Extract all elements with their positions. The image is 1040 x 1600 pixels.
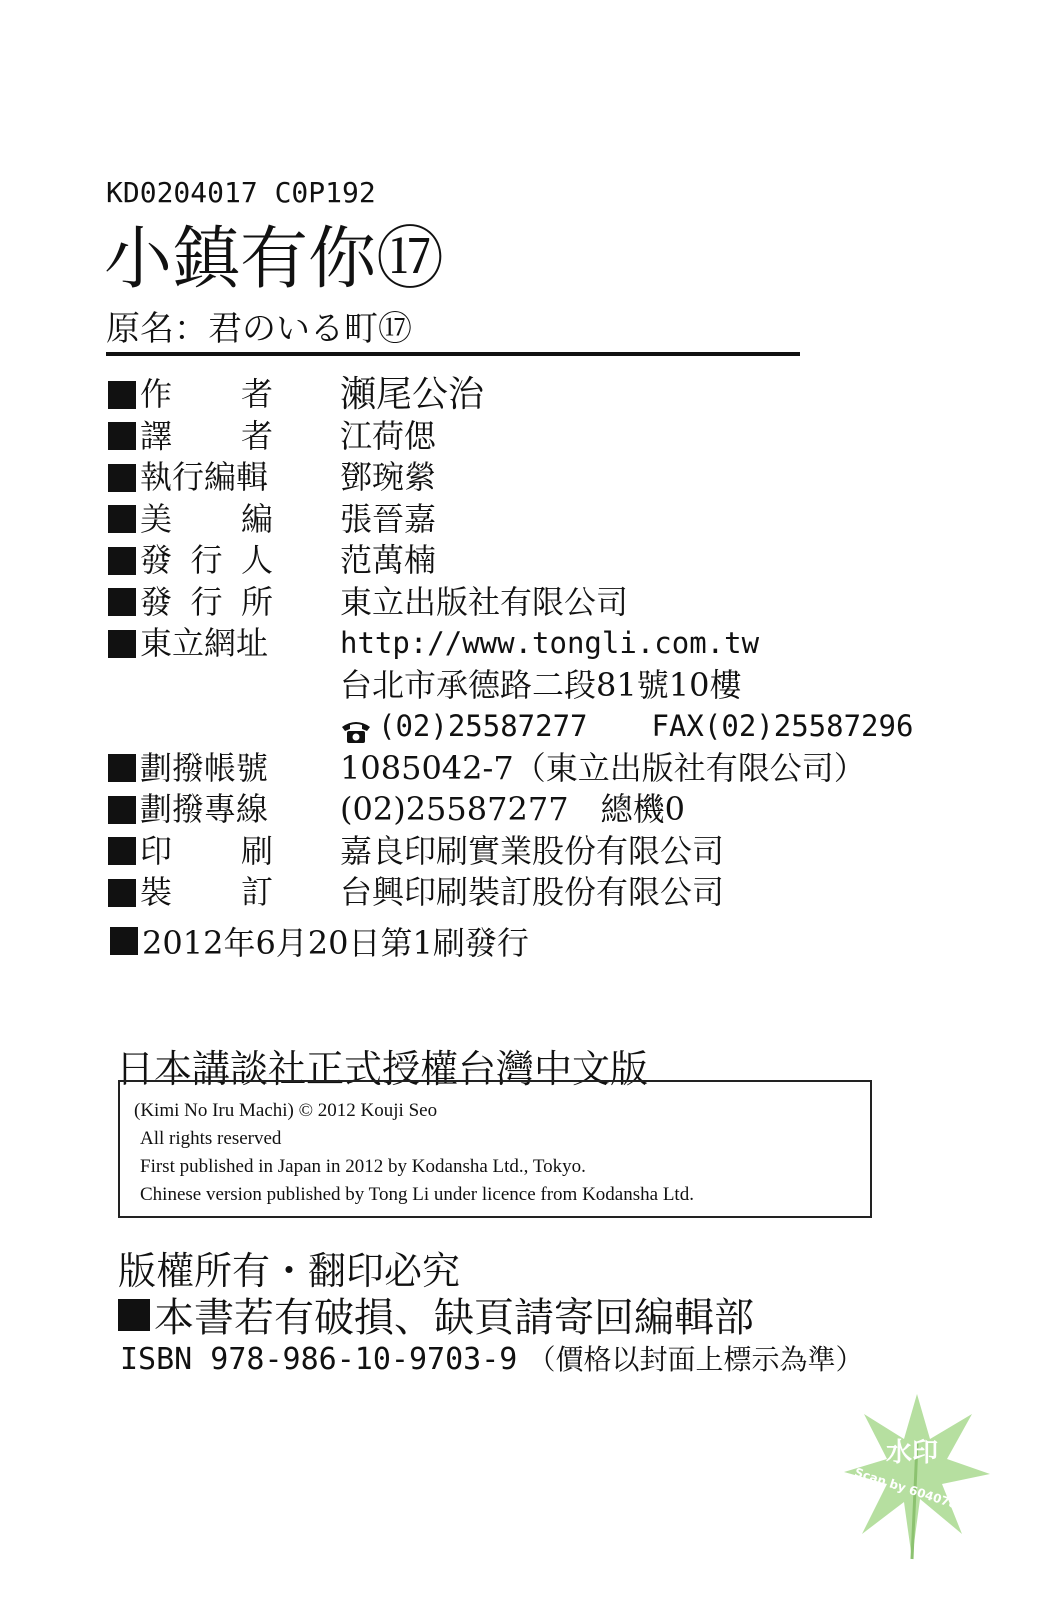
square-bullet-icon [108,422,136,450]
product-code: KD0204017 C0P192 [106,176,376,209]
damage-notice: 本書若有破損、缺頁請寄回編輯部 [118,1286,754,1343]
credit-label-part: 執行編輯 [140,458,269,496]
phone-number: (02)25587277 [378,709,588,743]
credit-label [108,582,273,623]
credit-label-part: 東立網址 [140,624,269,662]
credit-row [108,416,928,458]
price-note: （價格以封面上標示為準） [527,1343,864,1376]
square-bullet-icon [108,505,136,533]
rights-notice: 版權所有・翻印必究 [118,1249,461,1293]
square-bullet-icon [108,754,136,782]
square-bullet-icon [108,879,136,907]
credit-label-part: 作 [140,375,173,413]
address-row [108,665,928,707]
square-bullet-icon [108,381,136,409]
credit-value: 鄧琬縈 [340,458,437,496]
credit-label [108,499,273,540]
license-line: All rights reserved [140,1128,282,1149]
credit-label-part: 人 [240,541,273,579]
credit-label-part: 行 [190,582,223,621]
credit-row [108,457,928,499]
credit-label-part: 發 [140,541,173,579]
watermark-text: 水印 [886,1438,939,1468]
square-bullet-icon [118,1299,150,1331]
isbn-number: ISBN 978-986-10-9703-9 [120,1342,518,1377]
credit-label-part: 所 [240,582,273,621]
credit-row [108,831,928,873]
credit-label [108,457,273,498]
credit-value: http://www.tongli.com.tw [340,626,760,660]
divider [106,352,800,356]
credit-value: 江荷偲 [340,416,437,455]
square-bullet-icon [108,796,136,824]
isbn-line [120,1338,864,1378]
square-bullet-icon [108,837,136,865]
credit-row [108,748,928,790]
credit-label-part: 刷 [240,831,273,870]
watermark [842,1384,992,1564]
credit-value: 嘉良印刷實業股份有限公司 [340,831,725,870]
watermark-scan: Scan by 60407811 [852,1465,976,1517]
credit-label [108,872,273,913]
credit-row [108,623,928,665]
credit-label [108,374,273,415]
credit-label [108,416,273,457]
license-line: Chinese version published by Tong Li under licence from Kodansha Ltd. [140,1184,694,1205]
credit-label [108,748,273,789]
book-title: 小鎮有你⑰ [104,220,445,299]
credit-label-part: 行 [190,541,223,579]
square-bullet-icon [108,547,136,575]
address: 台北市承德路二段81號10樓 [340,665,742,704]
credit-label [108,789,273,830]
credit-value: (02)25587277 總機0 [340,790,685,828]
license-title: 日本講談社正式授權台灣中文版 [116,1047,649,1091]
credit-row [108,582,928,624]
credit-row [108,499,928,541]
license-line: (Kimi No Iru Machi) © 2012 Kouji Seo [134,1100,438,1121]
credit-label-part: 美 [140,499,173,538]
credit-value: 台興印刷裝訂股份有限公司 [340,873,725,911]
square-bullet-icon [108,464,136,492]
telephone-icon [340,714,372,740]
credit-label-part: 印 [140,831,173,870]
credit-label-part: 劃撥帳號 [140,748,269,787]
credit-label-part: 訂 [240,873,273,911]
credit-label [108,831,273,872]
credit-row [108,789,928,831]
credit-row [108,374,928,416]
credit-label-part: 者 [240,416,273,455]
credit-label-part: 發 [140,582,173,621]
license-line: First published in Japan in 2012 by Kodansha Ltd., Tokyo. [140,1156,586,1177]
credit-value: 張晉嘉 [340,499,437,538]
original-title: 原名：君のいる町⑰ [106,309,412,349]
credits-list [108,374,928,914]
license-box [118,1080,872,1218]
credit-value: 1085042-7（東立出版社有限公司） [340,748,866,787]
credit-label-part: 譯 [140,416,173,455]
fax-number: FAX(02)25587296 [651,709,914,743]
credit-value: 瀬尾公治 [340,374,485,415]
credit-value: 東立出版社有限公司 [340,582,629,621]
credit-label-part: 編 [240,499,273,538]
credit-label [108,540,273,581]
phone-row [108,706,928,748]
credit-label-part: 者 [240,375,273,413]
credit-label-part: 裝 [140,873,173,911]
credit-value: 范萬楠 [340,541,437,579]
square-bullet-icon [110,927,138,955]
credit-row [108,540,928,582]
credit-label-part: 劃撥專線 [140,790,269,828]
publish-date: 2012年6月20日第1刷發行 [110,918,529,964]
credit-label [108,623,273,664]
credit-row [108,872,928,914]
square-bullet-icon [108,630,136,658]
square-bullet-icon [108,588,136,616]
